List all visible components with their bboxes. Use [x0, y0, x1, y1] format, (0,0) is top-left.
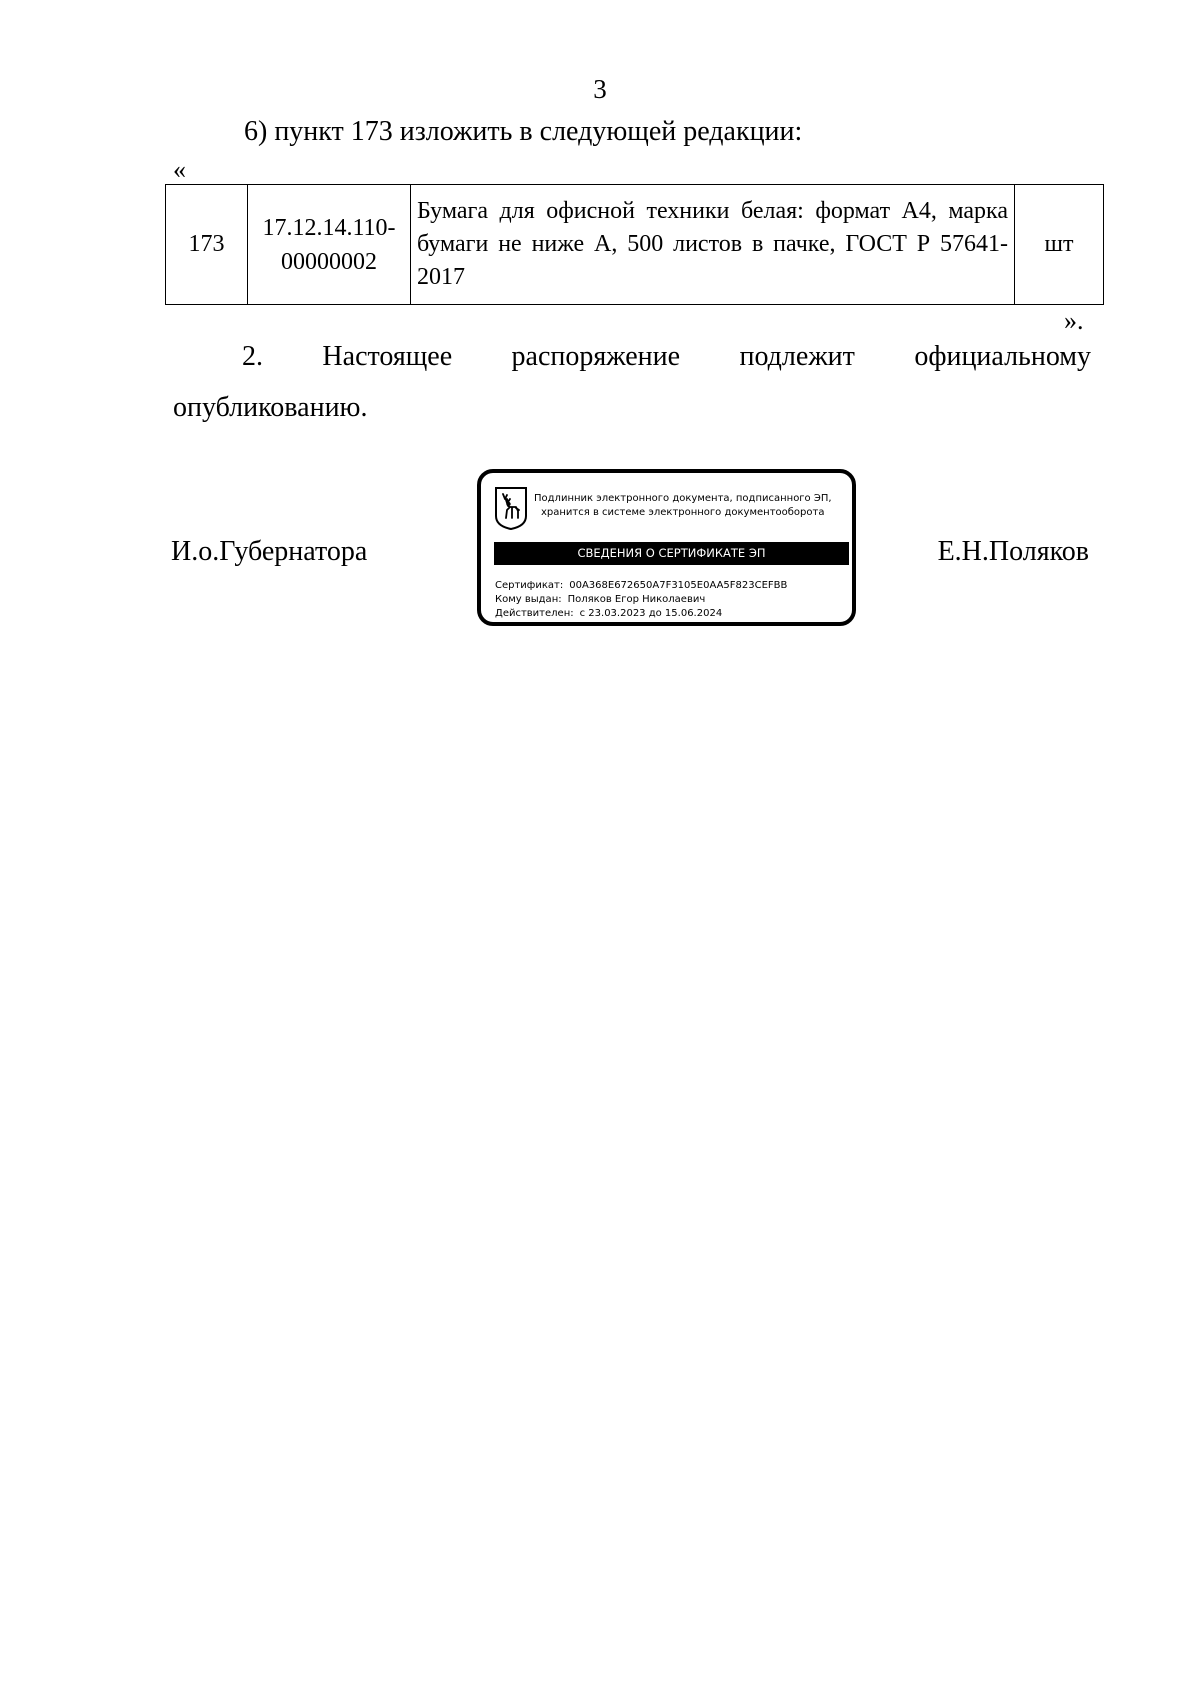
opening-quote: « — [173, 155, 186, 184]
certificate-value: 00A368E672650A7F3105E0AA5F823CEFBB — [569, 580, 788, 591]
paragraph-2-line2: опубликованию. — [173, 392, 368, 423]
stamp-header-line2: хранится в системе электронного документооборота — [541, 507, 825, 518]
amendment-intro: 6) пункт 173 изложить в следующей редакции: — [244, 116, 803, 147]
items-table — [165, 184, 1104, 305]
electronic-signature-stamp — [477, 469, 856, 626]
validity-value: с 23.03.2023 до 15.06.2024 — [579, 608, 723, 619]
signatory-position: И.о.Губернатора — [171, 536, 368, 567]
stamp-title-bar: СВЕДЕНИЯ О СЕРТИФИКАТЕ ЭП — [494, 542, 849, 565]
signatory-name: Е.Н.Поляков — [937, 536, 1089, 567]
item-unit-cell: шт — [1015, 185, 1104, 305]
validity-label: Действителен: — [495, 608, 574, 619]
item-description-cell: Бумага для офисной техники белая: формат А4, марка бумаги не ниже А, 500 листов в пачке, ГОСТ Р 57641-2017 — [411, 185, 1015, 305]
item-code-line1: 17.12.14.110- — [262, 214, 396, 241]
issued-to-label: Кому выдан: — [495, 594, 562, 605]
table-row — [166, 185, 1104, 305]
issued-to-row — [495, 594, 705, 605]
certificate-label: Сертификат: — [495, 580, 564, 591]
paragraph-2-line1: 2. Настоящее распоряжение подлежит официальному — [242, 341, 1091, 372]
validity-row — [495, 608, 722, 619]
deer-coat-of-arms-icon — [494, 486, 528, 530]
item-number-cell: 173 — [166, 185, 248, 305]
page-number: 3 — [593, 74, 607, 104]
issued-to-value: Поляков Егор Николаевич — [567, 594, 706, 605]
item-code-line2: 00000002 — [281, 248, 377, 275]
closing-quote: ». — [1064, 306, 1084, 335]
certificate-row — [495, 580, 787, 591]
stamp-header-line1: Подлинник электронного документа, подписанного ЭП, — [534, 493, 832, 504]
item-code-cell — [248, 185, 411, 305]
